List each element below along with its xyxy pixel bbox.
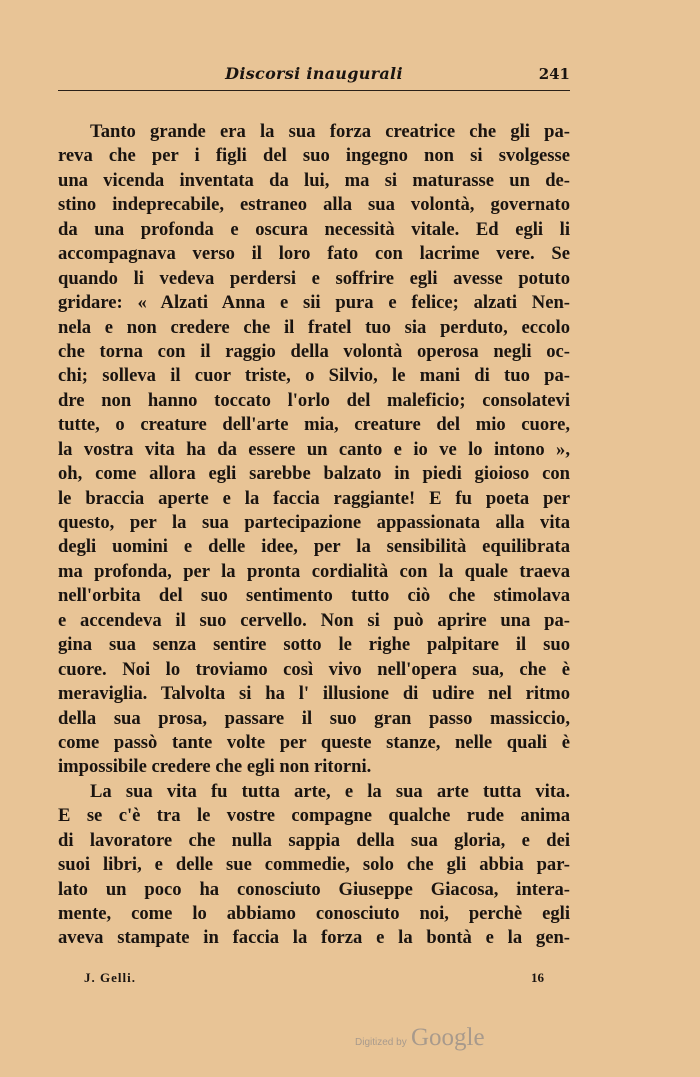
running-title: Discorsi inaugurali — [225, 64, 403, 83]
text-line: Tanto grande era la sua forza creatrice che gli pa- — [90, 121, 570, 142]
text-line: che torna con il raggio della volontà operosa negli oc- — [58, 340, 570, 362]
text-line: gridare: « Alzati Anna e sii pura e felice; alzati Nen- — [58, 292, 570, 314]
text-line: quando li vedeva perdersi e soffrire egli avesse potuto — [58, 267, 570, 289]
watermark-prefix: Digitized by — [355, 1037, 407, 1048]
text-line: chi; solleva il cuor triste, o Silvio, le mani di tuo pa- — [58, 365, 570, 387]
text-line: questo, per la sua partecipazione appassionata alla vita — [58, 512, 570, 533]
text-line: gina sua senza sentire sotto le righe palpitare il suo — [58, 634, 570, 656]
text-line: come passò tante volte per queste stanze, nelle quali è — [58, 731, 570, 753]
text-line: La sua vita fu tutta arte, e la sua arte tutta vita. — [90, 780, 570, 802]
text-line: nell'orbita del suo sentimento tutto ciò che stimolava — [58, 585, 570, 607]
text-line: impossibile credere che egli non ritorni. — [58, 756, 372, 778]
digitized-watermark — [355, 1026, 515, 1060]
text-line: cuore. Noi lo troviamo così vivo nell'opera sua, che è — [58, 658, 570, 680]
text-line: da una profonda e oscura necessità vitale. Ed egli li — [58, 218, 570, 240]
text-line: di lavoratore che nulla sappia della sua gloria, e dei — [58, 829, 570, 851]
text-line: tutte, o creature dell'arte mia, creature del mio cuore, — [58, 414, 570, 436]
text-line: ma profonda, per la pronta cordialità con la quale traeva — [58, 560, 570, 582]
text-line: oh, come allora egli sarebbe balzato in piedi gioioso con — [58, 463, 570, 485]
text-line: una vicenda inventata da lui, ma si maturasse un de- — [58, 169, 570, 191]
text-line: reva che per i figli del suo ingegno non si svolgesse — [58, 145, 570, 167]
watermark-brand: Google — [411, 1024, 485, 1051]
text-line: e accendeva il suo cervello. Non si può aprire una pa- — [58, 609, 570, 631]
text-line: aveva stampate in faccia la forza e la bontà e la gen- — [58, 927, 570, 949]
text-line: meraviglia. Talvolta si ha l' illusione di udire nel ritmo — [58, 683, 570, 705]
text-line: degli uomini e delle idee, per la sensibilità equilibrata — [58, 536, 570, 558]
sheet-number: 16 — [531, 970, 544, 985]
text-line: lato un poco ha conosciuto Giuseppe Giacosa, intera- — [58, 878, 570, 900]
page-footer — [84, 970, 544, 990]
text-line: della sua prosa, passare il suo gran passo massiccio, — [58, 707, 570, 729]
page-number: 241 — [538, 65, 570, 83]
text-line: dre non hanno toccato l'orlo del maleficio; consolatevi — [58, 389, 570, 411]
text-line: le braccia aperte e la faccia raggiante! E fu poeta per — [58, 487, 570, 509]
text-line: E se c'è tra le vostre compagne qualche rude anima — [58, 805, 570, 827]
text-line: nela e non credere che il fratel tuo sia perduto, eccolo — [58, 316, 570, 338]
signature-mark: J. Gelli. — [84, 970, 136, 985]
text-line: accompagnava verso il loro fato con lacrime vere. Se — [58, 243, 570, 265]
text-line: suoi libri, e delle sue commedie, solo che gli abbia par- — [58, 854, 570, 876]
text-line: la vostra vita ha da essere un canto e io ve lo intono », — [58, 438, 570, 460]
running-header — [58, 62, 570, 91]
body-text — [58, 120, 570, 951]
text-line: stino indeprecabile, estraneo alla sua volontà, governato — [58, 194, 570, 216]
text-line: mente, come lo abbiamo conosciuto noi, perchè egli — [58, 903, 570, 924]
